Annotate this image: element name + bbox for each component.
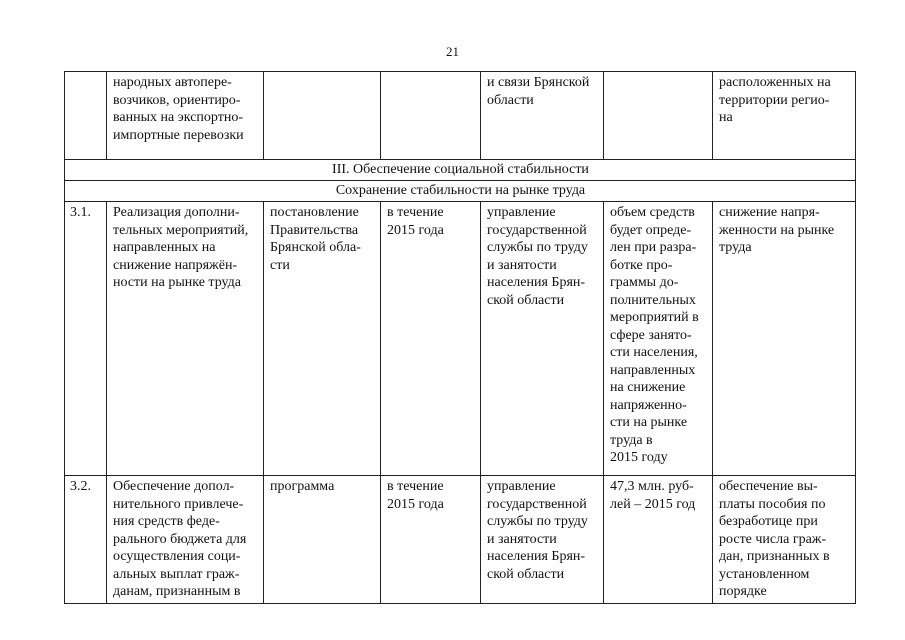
cell-responsible: [481, 72, 604, 160]
cell-funding-text: объем средств будет опреде- лен при разра- ботке про- граммы до- полнительных мероприятий в сфере занято- сти населения, направленных на снижение напряженно- сти на рынке труда в 2015 году: [610, 205, 699, 465]
cell-funding: [604, 72, 713, 160]
cell-number: [65, 476, 107, 604]
cell-measure-text: Реализация дополни- тельных мероприятий, направленных на снижение напряжён- ности на рынке труда: [113, 205, 249, 290]
cell-result: [713, 202, 856, 476]
cell-responsible: [481, 476, 604, 604]
table-row: [65, 476, 856, 604]
cell-deadline-text: в течение 2015 года: [387, 479, 444, 512]
cell-measure: [107, 72, 264, 160]
subsection-title: Сохранение стабильности на рынке труда: [65, 181, 856, 202]
cell-number-text: 3.2.: [70, 479, 91, 494]
cell-deadline: [381, 476, 481, 604]
cell-document: [264, 202, 381, 476]
cell-deadline-text: в течение 2015 года: [387, 205, 444, 238]
cell-responsible: [481, 202, 604, 476]
cell-measure-text: народных автопере- возчиков, ориентиро- ванных на экспортно- импортные перевозки: [113, 75, 244, 143]
cell-result-text: обеспечение вы- платы пособия по безработице при росте числа граж- дан, признанных в установленном порядке: [719, 479, 830, 599]
cell-number: [65, 72, 107, 160]
cell-document-text: постановление Правительства Брянской обла- сти: [270, 205, 361, 273]
cell-result: [713, 476, 856, 604]
section-row: [65, 160, 856, 181]
cell-result: [713, 72, 856, 160]
cell-number: [65, 202, 107, 476]
cell-number-text: 3.1.: [70, 205, 91, 220]
cell-responsible-text: управление государственной службы по труду и занятости населения Брян- ской области: [487, 479, 588, 582]
cell-document-text: программа: [270, 479, 335, 494]
cell-funding-text: 47,3 млн. руб- лей – 2015 год: [610, 479, 696, 512]
cell-document: [264, 72, 381, 160]
section-title: III. Обеспечение социальной стабильности: [65, 160, 856, 181]
cell-document: [264, 476, 381, 604]
cell-measure: [107, 476, 264, 604]
cell-result-text: расположенных на территории регио- на: [719, 75, 831, 125]
table-row: [65, 202, 856, 476]
cell-result-text: снижение напря- женности на рынке труда: [719, 205, 835, 255]
cell-responsible-text: и связи Брянской области: [487, 75, 590, 108]
table-row-continuation: [65, 72, 856, 160]
cell-deadline: [381, 202, 481, 476]
page-number: 21: [446, 44, 459, 59]
cell-measure-text: Обеспечение допол- нительного привлече- ния средств феде- рального бюджета для осуществления соци- альных выплат граж- данам, признанным в: [113, 479, 247, 599]
cell-responsible-text: управление государственной службы по труду и занятости населения Брян- ской области: [487, 205, 588, 308]
cell-funding: [604, 476, 713, 604]
cell-funding: [604, 202, 713, 476]
measures-table: [64, 71, 856, 604]
subsection-row: [65, 181, 856, 202]
cell-measure: [107, 202, 264, 476]
cell-deadline: [381, 72, 481, 160]
